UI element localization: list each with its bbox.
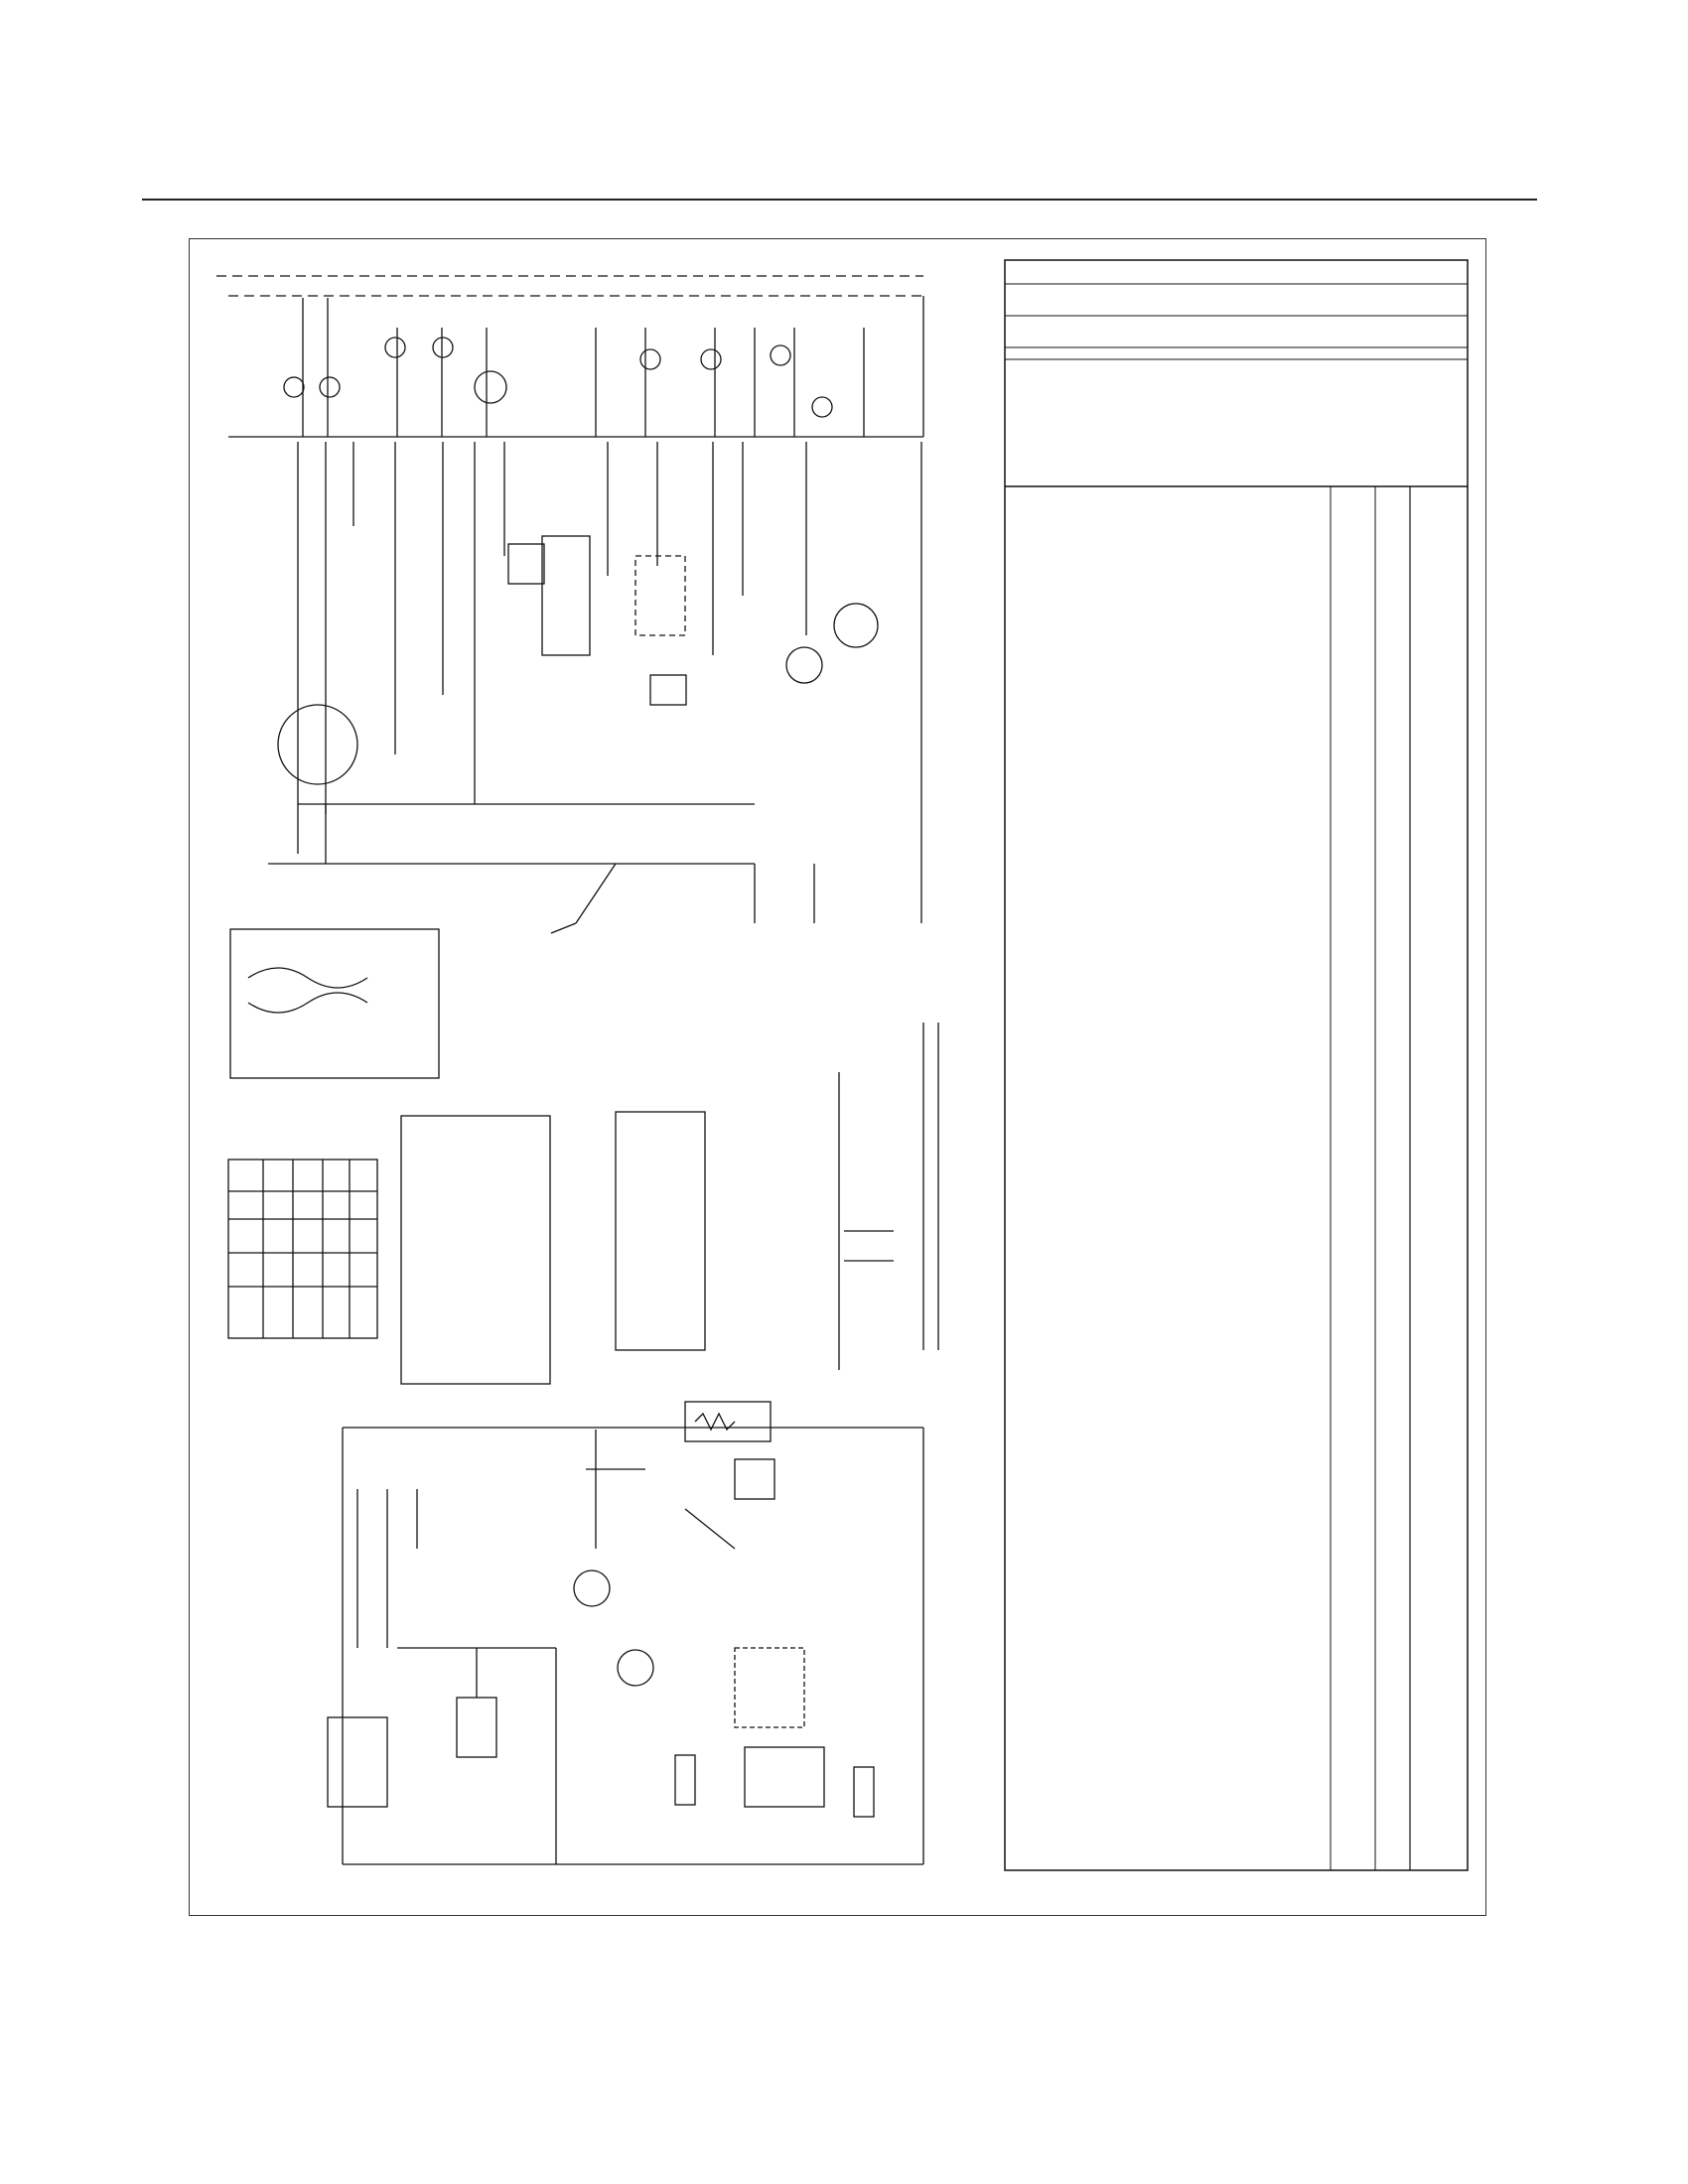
timer-chart bbox=[1005, 260, 1468, 1870]
bottom-schematic bbox=[328, 1402, 923, 1864]
top-schematic bbox=[216, 276, 938, 1384]
